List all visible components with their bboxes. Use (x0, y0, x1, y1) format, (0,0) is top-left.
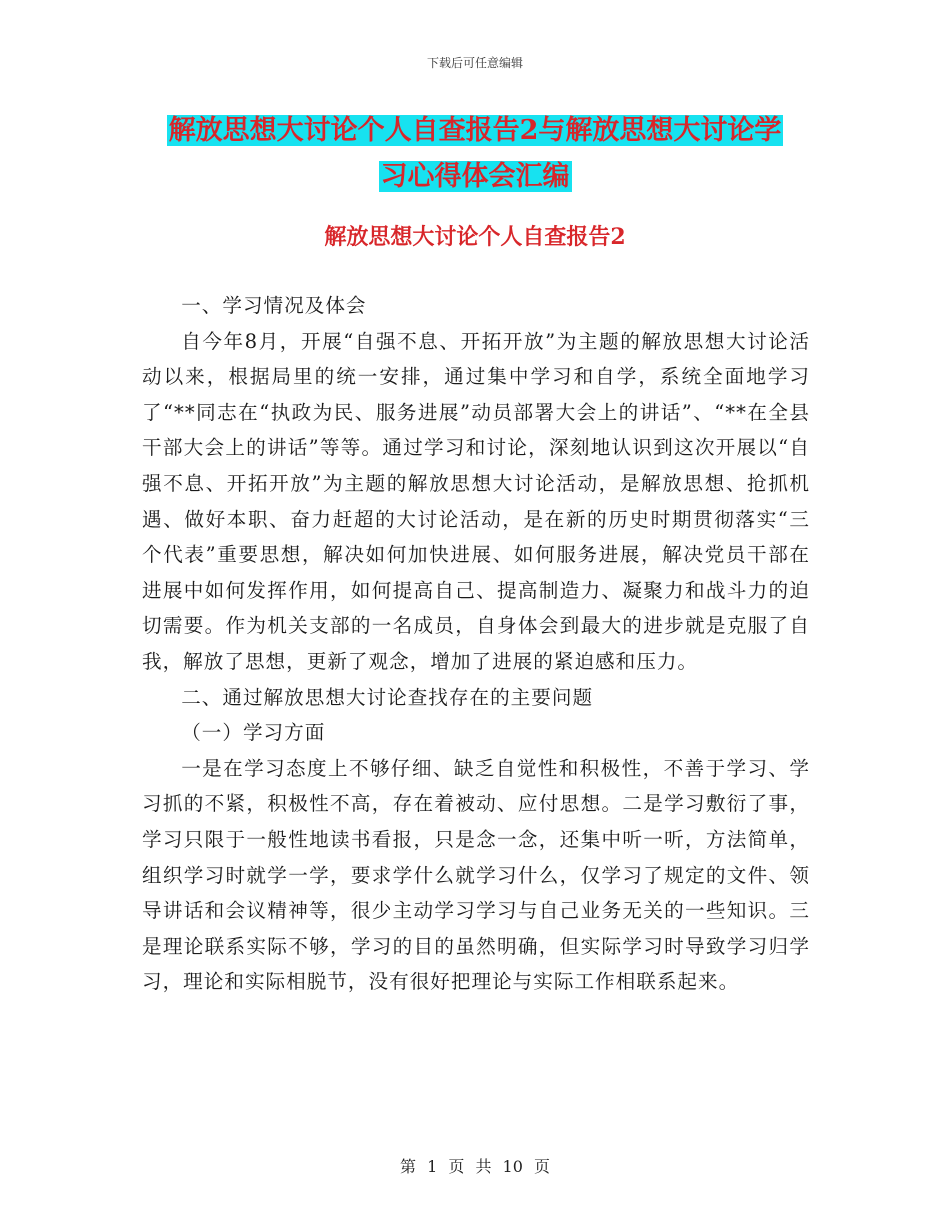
document-body (142, 288, 810, 1000)
document-title (0, 108, 950, 200)
paragraph-heading-2: 二、通过解放思想大讨论查找存在的主要问题 (181, 685, 594, 709)
paragraph-heading-1: 一、学习情况及体会 (181, 294, 367, 317)
paragraph-subheading: （一）学习方面 (181, 721, 326, 745)
section-title: 解放思想大讨论个人自查报告2 (324, 224, 626, 250)
document-title-line-2: 习心得体会汇编 (380, 161, 570, 192)
document-title-line-1: 解放思想大讨论个人自查报告2与解放思想大讨论学 (168, 115, 782, 146)
page-footer: 第 1 页 共 10 页 (400, 1157, 550, 1176)
header-note: 下载后可任意编辑 (426, 56, 523, 70)
paragraph: 一是在学习态度上不够仔细、缺乏自觉性和积极性，不善于学习、学习抓的不紧，积极性不高，存在着被动、应付思想。二是学习敷衍了事，学习只限于一般性地读书看报，只是念一念，还集中听一听，方法简单，组织学习时就学一学，要求学什么就学习什么，仅学习了规定的文件、领导讲话和会议精神等，很少主动学习学习与自己业务无关的一些知识。三是理论联系实际不够，学习的目的虽然明确，但实际学习时导致学习归学习，理论和实际相脱节，没有很好把理论与实际工作相联系起来。 (142, 756, 810, 994)
paragraph: 自今年8月，开展“自强不息、开拓开放”为主题的解放思想大讨论活动以来，根据局里的统一安排，通过集中学习和自学，系统全面地学习了“**同志在“执政为民、服务进展”动员部署大会上的讲话”、“**在全县干部大会上的讲话”等等。通过学习和讨论，深刻地认识到这次开展以“自强不息、开拓开放”为主题的解放思想大讨论活动，是解放思想、抢抓机遇、做好本职、奋力赶超的大讨论活动，是在新的历史时期贯彻落实“三个代表”重要思想，解决如何加快进展、如何服务进展，解决党员干部在进展中如何发挥作用，如何提高自己、提高制造力、凝聚力和战斗力的迫切需要。作为机关支部的一名成员，自身体会到最大的进步就是克服了自我，解放了思想，更新了观念，增加了进展的紧迫感和压力。 (142, 329, 810, 673)
